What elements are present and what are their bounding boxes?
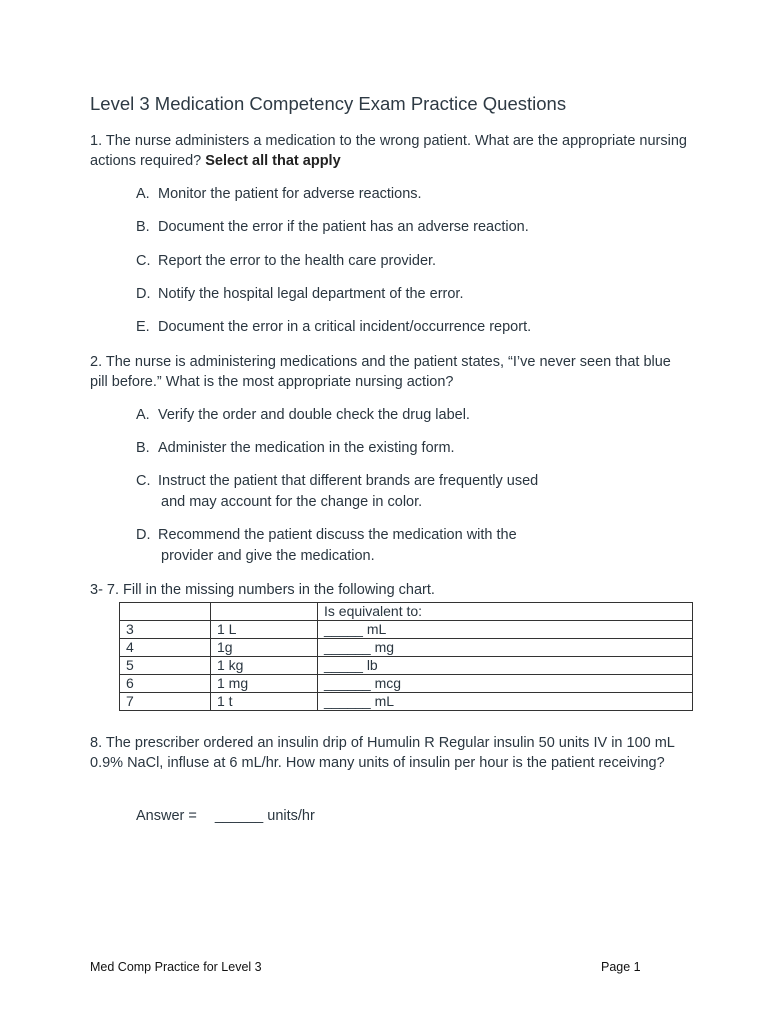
option-text: Instruct the patient that different brands are frequently used [158, 473, 539, 489]
table-row [120, 621, 693, 639]
question-8-text: 8. The prescriber ordered an insulin drip of Humulin R Regular insulin 50 units IV in 100 mL 0.9% NaCl, influse at 6 mL/hr. How many units of insulin per hour is the patient receiving? [90, 735, 675, 771]
question-1-option-a [136, 184, 696, 205]
table-cell-answer: _____ lb [318, 657, 693, 675]
table-cell-answer: ______ mL [318, 693, 693, 711]
option-text: Monitor the patient for adverse reactions. [158, 186, 422, 202]
table-cell-answer: ______ mcg [318, 675, 693, 693]
option-text: Verify the order and double check the drug label. [158, 407, 470, 423]
table-row [120, 675, 693, 693]
answer-blank: ______ units/hr [214, 808, 315, 824]
table-cell [120, 603, 211, 621]
question-1-option-e [136, 317, 696, 338]
table-row [120, 657, 693, 675]
table-cell: 1 kg [211, 657, 318, 675]
table-cell: 1 t [211, 693, 318, 711]
question-8-answer [136, 806, 315, 826]
conversion-table [119, 602, 693, 711]
option-text: Administer the medication in the existing form. [158, 440, 455, 456]
question-2-option-c [136, 471, 696, 513]
table-cell-answer: _____ mL [318, 621, 693, 639]
option-text-continued: and may account for the change in color. [161, 494, 423, 510]
table-cell: 1g [211, 639, 318, 657]
table-header-row [120, 603, 693, 621]
table-cell: 6 [120, 675, 211, 693]
option-letter: B. [136, 219, 150, 235]
table-cell [211, 603, 318, 621]
answer-label: Answer = [136, 808, 197, 824]
question-1-option-c [136, 251, 696, 272]
option-text: Document the error if the patient has an adverse reaction. [158, 219, 529, 235]
table-cell: 3 [120, 621, 211, 639]
question-2 [90, 352, 690, 392]
question-2-option-d [136, 525, 696, 567]
option-letter: A. [136, 407, 150, 423]
option-text: Document the error in a critical incident/occurrence report. [158, 319, 532, 335]
option-letter: B. [136, 440, 150, 456]
question-1-instruction: Select all that apply [205, 153, 341, 169]
question-3-7 [90, 580, 690, 600]
option-text-continued: provider and give the medication. [161, 548, 375, 564]
question-3-7-text: 3- 7. Fill in the missing numbers in the following chart. [90, 582, 435, 598]
option-text: Notify the hospital legal department of the error. [158, 286, 464, 302]
table-cell: 5 [120, 657, 211, 675]
question-2-option-a [136, 405, 696, 426]
option-letter: A. [136, 186, 150, 202]
question-1-option-d [136, 284, 696, 305]
question-2-option-b [136, 438, 696, 459]
page-title: Level 3 Medication Competency Exam Practice Questions [90, 93, 567, 114]
question-1 [90, 131, 690, 171]
option-letter: D. [136, 286, 151, 302]
question-2-text: 2. The nurse is administering medications and the patient states, “I’ve never seen that blue pill before.” What is the most appropriate nursing action? [90, 354, 671, 390]
option-letter: E. [136, 319, 150, 335]
table-cell: 1 mg [211, 675, 318, 693]
option-text: Report the error to the health care provider. [158, 253, 437, 269]
page-number: Page 1 [601, 960, 641, 974]
table-cell: 4 [120, 639, 211, 657]
option-text: Recommend the patient discuss the medication with the [158, 527, 517, 543]
question-1-option-b [136, 217, 696, 238]
table-cell: 1 L [211, 621, 318, 639]
footer-title: Med Comp Practice for Level 3 [90, 960, 262, 974]
table-row [120, 639, 693, 657]
table-cell-answer: ______ mg [318, 639, 693, 657]
table-cell: 7 [120, 693, 211, 711]
option-letter: C. [136, 473, 151, 489]
table-cell: Is equivalent to: [318, 603, 693, 621]
option-letter: C. [136, 253, 151, 269]
option-letter: D. [136, 527, 151, 543]
question-8 [90, 733, 690, 773]
question-1-text: 1. The nurse administers a medication to the wrong patient. What are the appropriate nursing actions required? [90, 133, 687, 169]
table-row [120, 693, 693, 711]
